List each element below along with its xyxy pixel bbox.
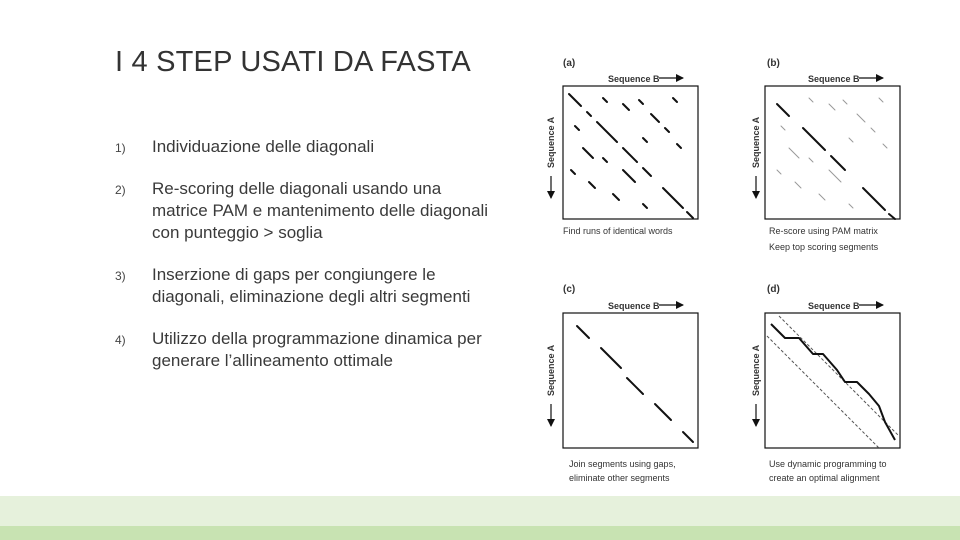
panel-caption: create an optimal alignment: [769, 473, 880, 483]
step-text: Re-scoring delle diagonali usando una matrice PAM e mantenimento delle diagonali con punteggio > soglia: [152, 179, 489, 242]
panel-letter: (c): [563, 284, 576, 295]
panel-letter: (d): [767, 284, 780, 295]
panel-caption: Re-score using PAM matrix: [769, 226, 878, 236]
sequence-b-label: Sequence B: [608, 74, 660, 84]
sequence-a-label: Sequence A: [546, 116, 556, 168]
panel-b: [751, 58, 900, 252]
step-number: 1): [115, 141, 126, 155]
panel-letter: (a): [563, 58, 576, 69]
panel-d: [751, 284, 900, 483]
sequence-a-label: Sequence A: [751, 116, 761, 168]
dotplot-matrix: [563, 86, 698, 219]
panel-caption: eliminate other segments: [569, 473, 670, 483]
panel-c: [546, 284, 698, 483]
fasta-figure: [523, 48, 942, 502]
step-text: Inserzione di gaps per congiungere le diagonali, eliminazione degli altri segmenti: [152, 265, 471, 306]
dotplot-matrix: [765, 86, 900, 219]
sequence-b-label: Sequence B: [608, 301, 660, 311]
sequence-b-label: Sequence B: [808, 74, 860, 84]
sequence-a-label: Sequence A: [546, 344, 556, 396]
step-number: 4): [115, 333, 126, 347]
step-number: 3): [115, 269, 126, 283]
panel-caption: Join segments using gaps,: [569, 459, 676, 469]
sequence-a-label: Sequence A: [751, 344, 761, 396]
fasta-diagram: [523, 48, 942, 502]
footer-band-dark: [0, 526, 960, 540]
steps-list: [115, 136, 495, 392]
dotplot-matrix: [765, 313, 900, 448]
step-item: [115, 328, 495, 372]
panel-a: [546, 58, 698, 236]
step-item: [115, 264, 495, 308]
panel-letter: (b): [767, 58, 780, 69]
step-text: Utilizzo della programmazione dinamica per generare l’allineamento ottimale: [152, 329, 482, 370]
panel-caption: Keep top scoring segments: [769, 242, 879, 252]
slide-title: I 4 STEP USATI DA FASTA: [115, 46, 471, 78]
sequence-b-label: Sequence B: [808, 301, 860, 311]
panel-caption: Find runs of identical words: [563, 226, 673, 236]
footer-band-light: [0, 496, 960, 526]
step-text: Individuazione delle diagonali: [152, 137, 375, 156]
step-item: [115, 136, 495, 158]
step-item: [115, 178, 495, 244]
panel-caption: Use dynamic programming to: [769, 459, 887, 469]
step-number: 2): [115, 183, 126, 197]
